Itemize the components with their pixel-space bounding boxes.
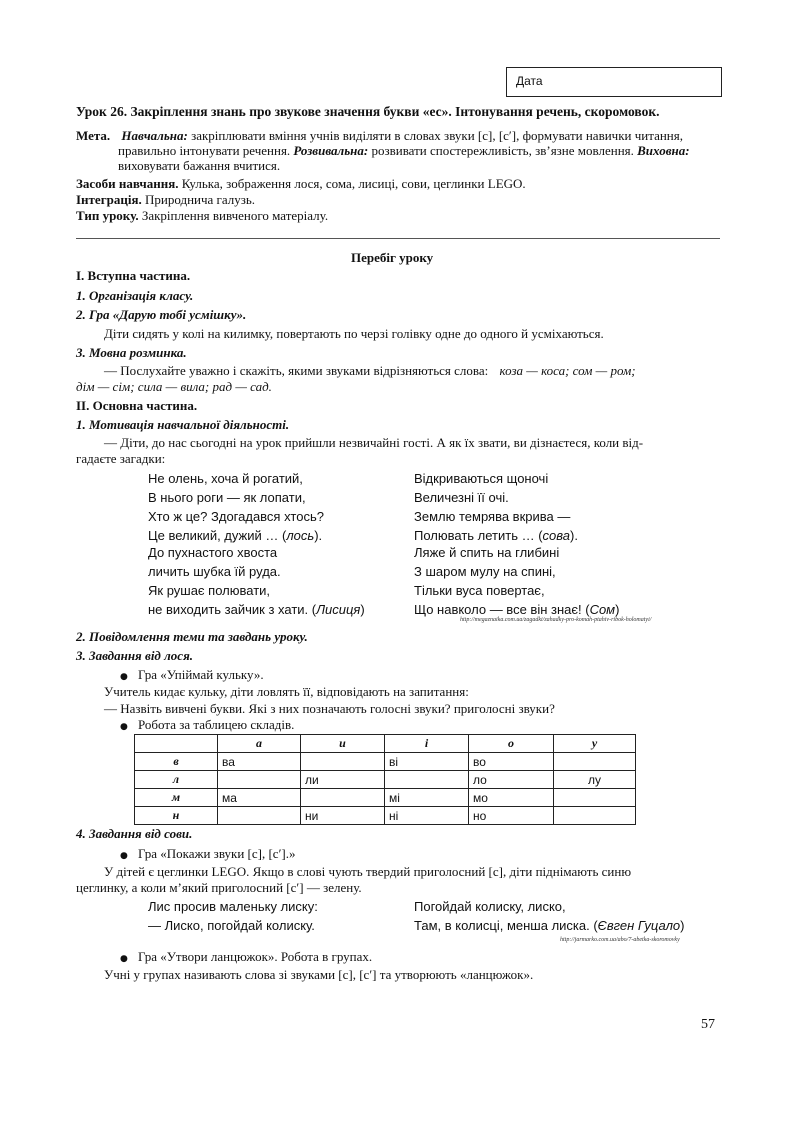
date-label: Дата [516, 74, 543, 88]
chain-game-desc: Учні у групах називають слова зі звуками [с], [с′] та утворюють «ланцюжок». [104, 967, 534, 982]
date-box [506, 67, 722, 97]
lesson-type-text: Закріплення вивченого матеріалу. [141, 208, 329, 223]
table-row [135, 789, 636, 807]
table-work-text: Робота за таблицею складів. [138, 717, 295, 732]
table-row-header: н [135, 807, 218, 825]
tongue-twister-left [148, 897, 318, 935]
riddle-line: Як рушає полювати, [148, 583, 271, 598]
warmup-words-1: коза — коса; сом — ром; [499, 363, 636, 378]
bullet-icon: ● [120, 722, 128, 732]
lesson-type-label: Тип уроку. [76, 208, 139, 223]
lego-text-2: цеглинку, а коли м’який приголосний [с′] — зелену. [76, 880, 362, 895]
means-label: Засоби навчання. [76, 176, 179, 191]
table-row [135, 771, 636, 789]
table-cell [218, 771, 301, 789]
riddle-answer: Сом [589, 602, 616, 617]
item-moose-task: 3. Завдання від лося. [76, 648, 194, 663]
goal-line-2 [118, 143, 690, 159]
table-header-cell: і [385, 735, 469, 753]
table-cell: ли [301, 771, 385, 789]
table-cell: лу [554, 771, 636, 789]
lesson-title: Урок 26. Закріплення знань про звукове значення букви «ес». Інтонування речень, скоромовок. [76, 104, 660, 119]
riddle-line: Землю темрява вкрива — [414, 509, 571, 524]
catch-ball-question: — Назвіть вивчені букви. Які з них позначають голосні звуки? приголосні звуки? [104, 701, 555, 716]
show-sounds-text: Гра «Покажи звуки [с], [с′].» [138, 846, 296, 861]
table-row-header: в [135, 753, 218, 771]
riddle-line: Що навколо — все він знає! (Сом) [414, 602, 620, 617]
course-heading: Перебіг уроку [351, 250, 434, 265]
riddle-moose [148, 469, 324, 545]
lego-text-1: У дітей є цеглинки LEGO. Якщо в слові чують твердий приголосний [с], діти піднімають синю [104, 864, 632, 879]
poem-author: Євген Гуцало [597, 918, 681, 933]
riddle-line: Ляже й спить на глибині [414, 545, 560, 560]
table-cell [554, 753, 636, 771]
goal-edu-label: Навчальна: [121, 128, 188, 143]
riddle-line: З шаром мулу на спині, [414, 564, 556, 579]
table-cell: ні [385, 807, 469, 825]
table-cell: мо [469, 789, 554, 807]
item-warmup: 3. Мовна розминка. [76, 345, 187, 360]
means-line [76, 176, 526, 192]
riddle-line: Хто ж це? Здогадався хтось? [148, 509, 324, 524]
item-motivation: 1. Мотивація навчальної діяльності. [76, 417, 290, 432]
table-header-cell: и [301, 735, 385, 753]
tongue-twister-right [414, 897, 684, 935]
table-cell: ло [469, 771, 554, 789]
bullet-icon: ● [120, 851, 128, 861]
riddle-answer: Лисиця [316, 602, 361, 617]
goal-dev-text: розвивати спостережливість, зв’язне мовлення. [371, 143, 634, 158]
table-cell: мі [385, 789, 469, 807]
table-header-cell: а [218, 735, 301, 753]
smile-game-text: Діти сидять у колі на килимку, повертають по черзі голівку одне до одного й усміхаються. [104, 326, 604, 341]
means-text: Кулька, зображення лося, сома, лисиці, сови, цеглинки LEGO. [181, 176, 526, 191]
bullet-icon: ● [120, 954, 128, 964]
table-header-cell: о [469, 735, 554, 753]
riddle-line: В нього роги — як лопати, [148, 490, 306, 505]
riddle-line: До пухнастого хвоста [148, 545, 278, 560]
riddle-owl [414, 469, 578, 545]
goal-line-1 [76, 128, 683, 144]
chain-game-text: Гра «Утвори ланцюжок». Робота в групах. [138, 949, 373, 964]
table-cell: но [469, 807, 554, 825]
bullet-catch-ball [120, 667, 264, 685]
bullet-icon: ● [120, 672, 128, 682]
section-intro: I. Вступна частина. [76, 268, 191, 283]
page-number: 57 [701, 1017, 715, 1032]
warmup-text: — Послухайте уважно і скажіть, якими звуками відрізняються слова: [104, 363, 489, 378]
table-cell [385, 771, 469, 789]
bullet-table-work [120, 717, 294, 735]
catch-ball-desc: Учитель кидає кульку, діти ловлять її, відповідають на запитання: [104, 684, 469, 699]
goal-upb-label: Виховна: [637, 143, 690, 158]
bullet-show-sounds [120, 846, 296, 864]
warmup-words-2: дім — сім; сила — вила; рад — сад. [76, 379, 272, 394]
table-row-header: м [135, 789, 218, 807]
goal-edu-text: закріплювати вміння учнів виділяти в словах звуки [с], [с′], формувати навички читання, [191, 128, 683, 143]
riddle-line: Полювать летить … (сова). [414, 528, 578, 543]
table-cell: ма [218, 789, 301, 807]
riddle-answer: лось [286, 528, 315, 543]
table-cell [554, 789, 636, 807]
table-cell: ва [218, 753, 301, 771]
item-organization: 1. Організація класу. [76, 288, 194, 303]
warmup-text-line1 [104, 363, 636, 379]
table-header-row [135, 735, 636, 753]
table-header-cell: у [554, 735, 636, 753]
table-row-header: л [135, 771, 218, 789]
riddle-line: личить шубка їй руда. [148, 564, 281, 579]
integration-line [76, 192, 255, 208]
riddle-line: Величезні її очі. [414, 490, 509, 505]
tongue-twister-source: http://jarmarko.com.ua/abo/7-abetka-skoromovky [560, 937, 680, 943]
goal-label: Мета. [76, 128, 111, 143]
section-main: II. Основна частина. [76, 398, 198, 413]
catch-ball-text: Гра «Упіймай кульку». [138, 667, 264, 682]
table-row [135, 807, 636, 825]
goal-line-3: виховувати бажання вчитися. [118, 158, 281, 173]
riddle-line: Відкриваються щоночі [414, 471, 549, 486]
goal-line2-text: правильно інтонувати речення. [118, 143, 291, 158]
table-cell: ві [385, 753, 469, 771]
motivation-text-1: — Діти, до нас сьогодні на урок прийшли незвичайні гості. А як їх звати, ви дізнаєтеся, коли від- [104, 435, 644, 450]
table-cell [554, 807, 636, 825]
table-row [135, 753, 636, 771]
item-owl-task: 4. Завдання від сови. [76, 826, 193, 841]
syllable-table [134, 734, 636, 825]
integration-label: Інтеграція. [76, 192, 142, 207]
poem-line: Там, в колисці, менша лиска. (Євген Гуцало) [414, 918, 685, 933]
item-smile-game: 2. Гра «Дарую тобі усмішку». [76, 307, 247, 322]
table-cell [301, 789, 385, 807]
riddle-line: не виходить зайчик з хати. (Лисиця) [148, 602, 365, 617]
riddle-source: http://megaznaika.com.ua/zagadki/zahadky-pro-komah-ptahiv-ribok-holomatyi/ [460, 617, 652, 623]
table-cell: во [469, 753, 554, 771]
riddle-answer: сова [542, 528, 571, 543]
integration-text: Природнича галузь. [144, 192, 256, 207]
poem-line: Погойдай колиску, лиско, [414, 899, 566, 914]
poem-line: Лис просив маленьку лиску: [148, 899, 318, 914]
lesson-type-line [76, 208, 328, 224]
table-cell: ни [301, 807, 385, 825]
bullet-chain-game [120, 949, 372, 967]
item-topic: 2. Повідомлення теми та завдань уроку. [76, 629, 308, 644]
table-cell [135, 735, 218, 753]
table-cell [301, 753, 385, 771]
riddle-catfish [414, 543, 619, 619]
riddle-line: Не олень, хоча й рогатий, [148, 471, 303, 486]
riddle-fox [148, 543, 365, 619]
poem-line: — Лиско, погойдай колиску. [148, 918, 315, 933]
riddle-line: Тільки вуса повертає, [414, 583, 545, 598]
table-cell [218, 807, 301, 825]
goal-dev-label: Розвивальна: [293, 143, 369, 158]
riddle-line: Це великий, дужий … (лось). [148, 528, 323, 543]
divider [76, 238, 720, 239]
motivation-text-2: гадаєте загадки: [76, 451, 166, 466]
